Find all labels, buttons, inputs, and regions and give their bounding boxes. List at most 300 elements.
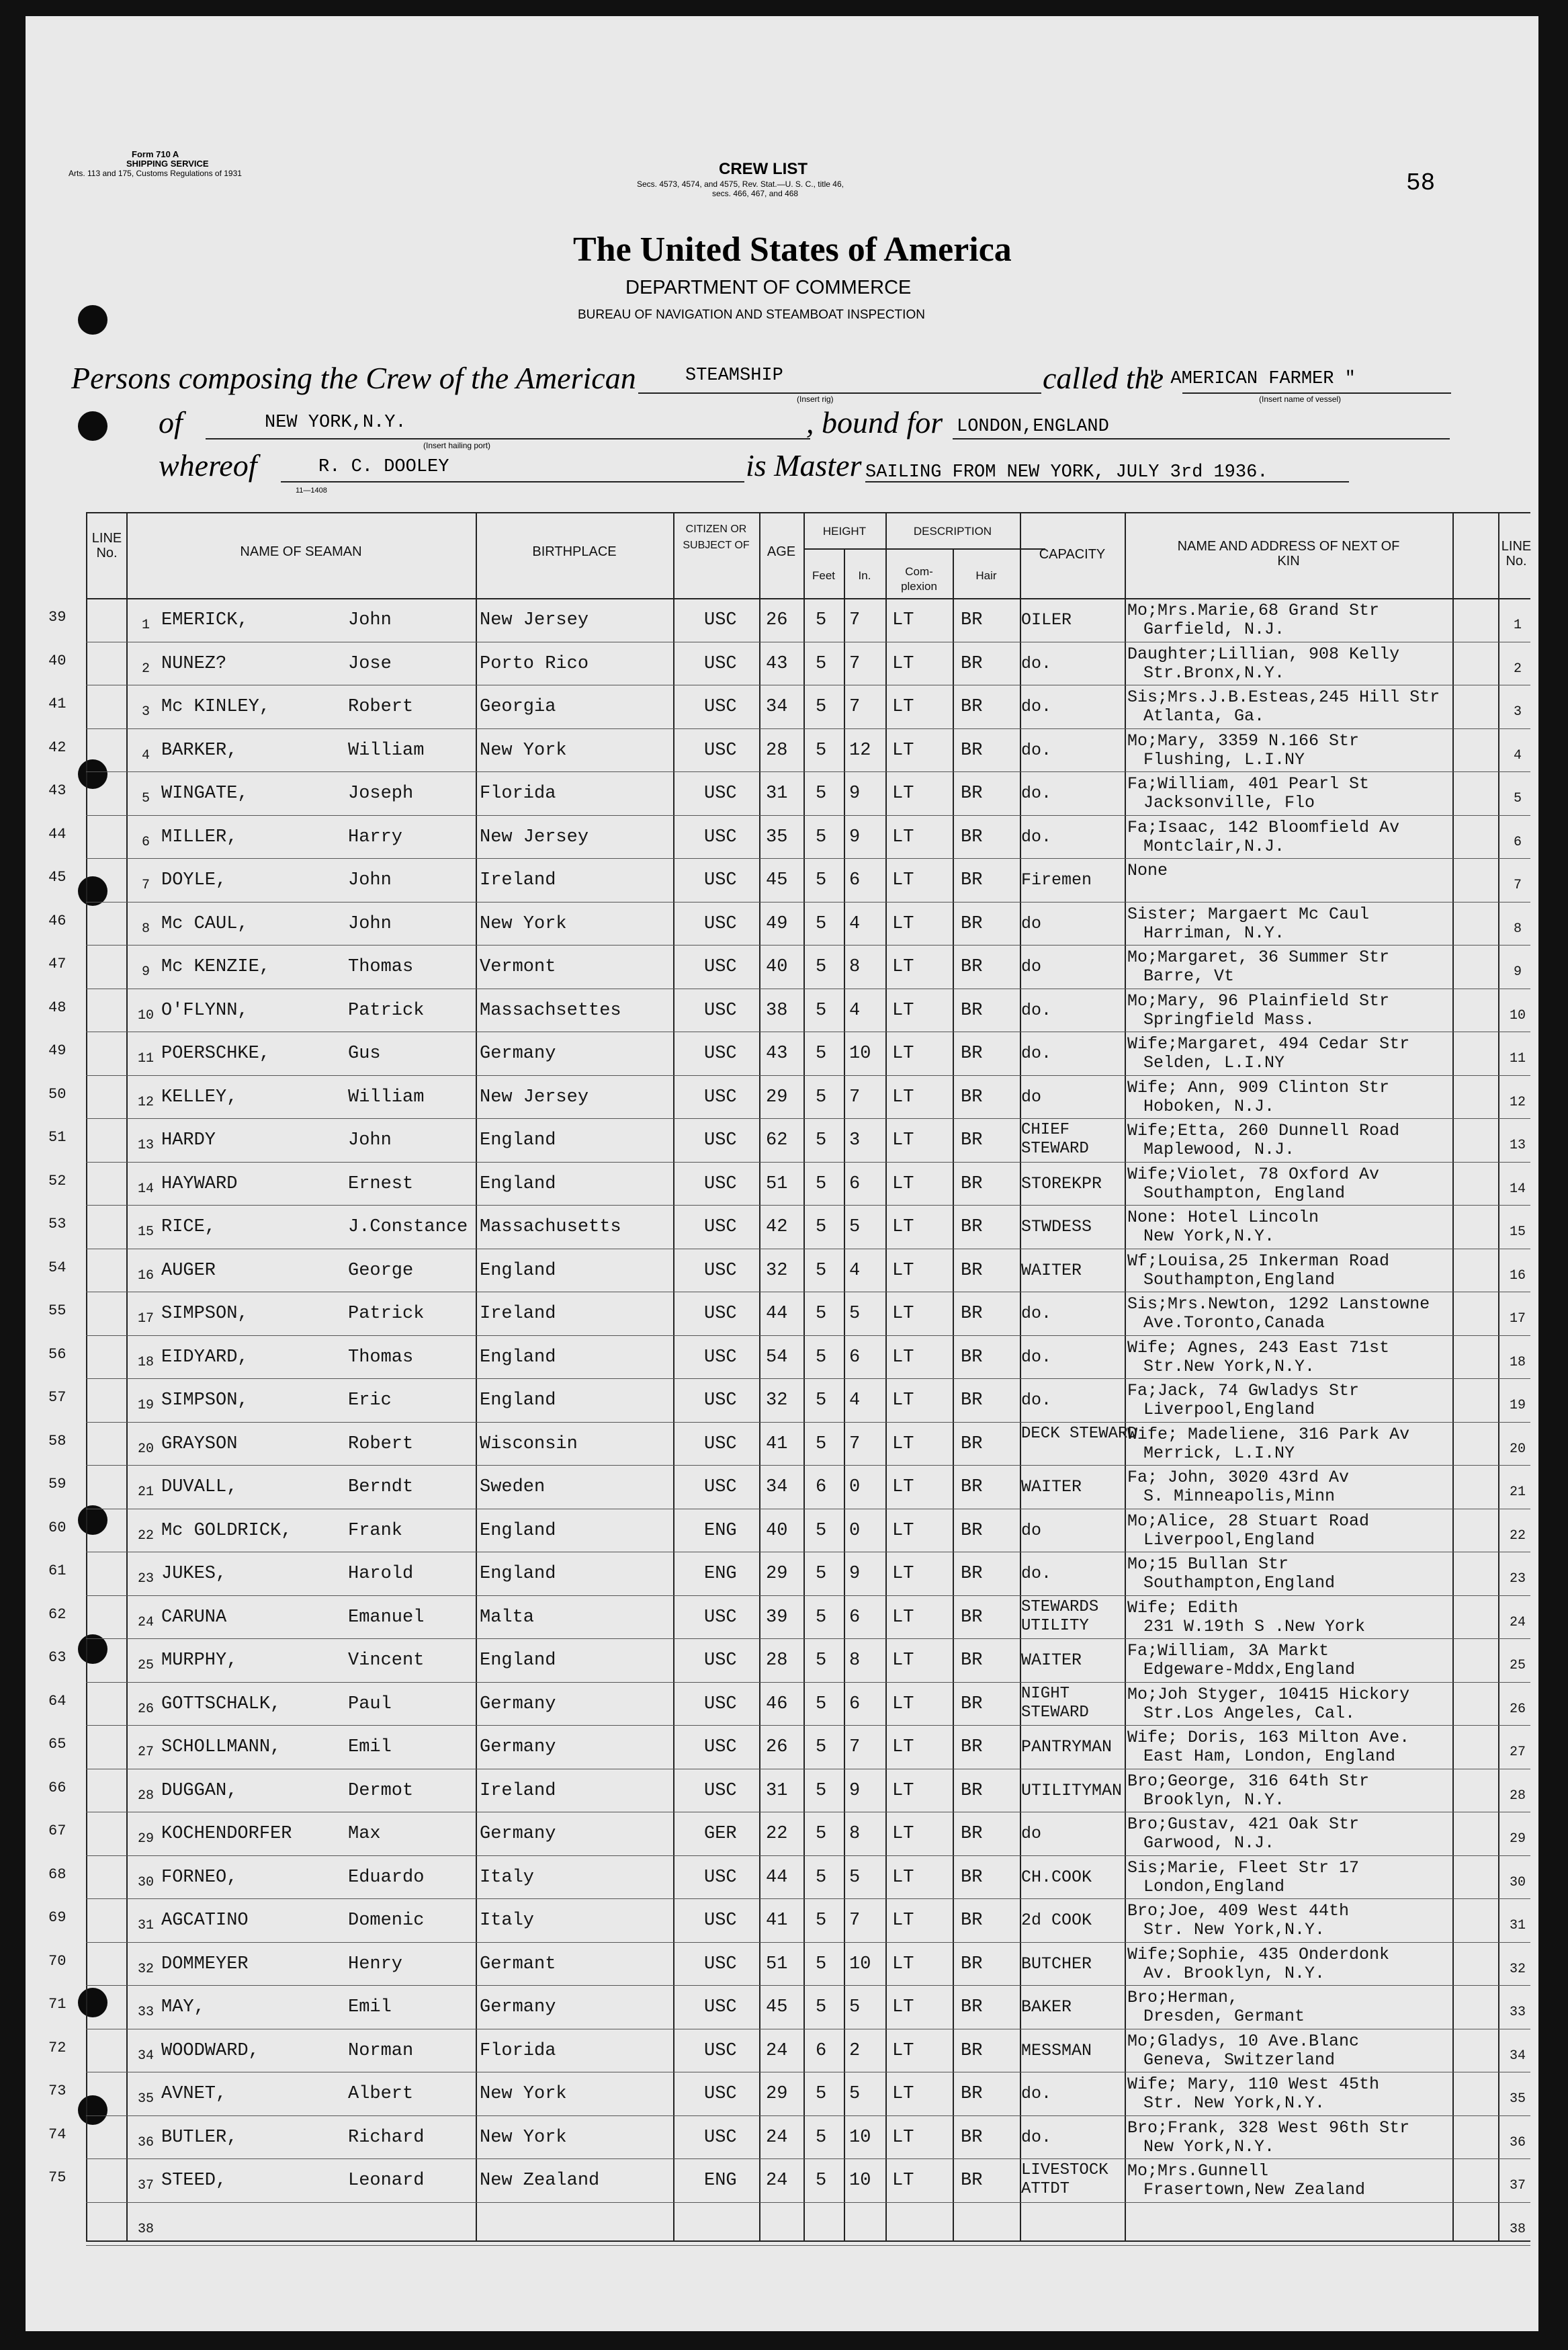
complexion: LT <box>892 1780 914 1801</box>
table-line-no: 38 <box>137 2221 154 2237</box>
next-of-kin-line-2: Southampton, England <box>1143 1183 1346 1203</box>
complexion: LT <box>892 1217 914 1237</box>
height-inches: 7 <box>849 653 861 674</box>
hair: BR <box>961 1911 983 1931</box>
complexion: LT <box>892 2127 914 2148</box>
table-line-no-right: 35 <box>1509 2091 1526 2107</box>
complexion: LT <box>892 697 914 717</box>
hair: BR <box>961 827 983 847</box>
height-inches: 10 <box>849 1044 871 1064</box>
citizenship: USC <box>704 1347 737 1368</box>
master-name: R. C. DOOLEY <box>318 457 449 477</box>
seaman-surname: Mc CAUL, <box>161 913 249 934</box>
height-feet: 5 <box>816 1607 827 1628</box>
seaman-surname: Mc KINLEY, <box>161 697 271 717</box>
next-of-kin-line-2: Southampton,England <box>1143 1573 1336 1593</box>
row-divider <box>86 1162 1530 1163</box>
table-line-no: 6 <box>141 834 150 850</box>
row-divider <box>86 728 1530 729</box>
height-inches: 9 <box>849 827 861 847</box>
form-title: CREW LIST <box>719 160 808 178</box>
table-line-no-right: 38 <box>1509 2221 1526 2237</box>
seaman-surname: CARUNA <box>161 1607 227 1628</box>
called-label: called the <box>1043 361 1164 395</box>
header-next-of-kin: NAME AND ADDRESS OF NEXT OF KIN <box>1177 539 1400 569</box>
table-line-no-right: 8 <box>1513 921 1522 937</box>
row-divider <box>86 2158 1530 2159</box>
complexion: LT <box>892 870 914 890</box>
seaman-given-name: Richard <box>348 2127 425 2148</box>
margin-line-number: 65 <box>48 1736 67 1753</box>
seaman-surname: AUGER <box>161 1260 216 1281</box>
complexion: LT <box>892 1867 914 1888</box>
complexion: LT <box>892 1044 914 1064</box>
hair: BR <box>961 1477 983 1497</box>
seaman-given-name: John <box>348 870 392 890</box>
complexion: LT <box>892 957 914 977</box>
next-of-kin-line-1: Mo;Mrs.Gunnell <box>1127 2161 1269 2181</box>
next-of-kin-line-2: Springfield Mass. <box>1143 1009 1315 1030</box>
capacity: do. <box>1021 1304 1052 1323</box>
capacity: WAITER <box>1021 1477 1082 1497</box>
next-of-kin-line-2: Geneva, Switzerland <box>1143 2050 1336 2070</box>
birthplace: New Jersey <box>480 1087 589 1107</box>
height-inches: 7 <box>849 610 861 630</box>
next-of-kin-line-1: Sis;Mrs.J.B.Esteas,245 Hill Str <box>1127 687 1440 707</box>
next-of-kin-line-2: Frasertown,New Zealand <box>1143 2180 1366 2199</box>
birthplace: England <box>480 1347 556 1368</box>
next-of-kin-line-2: 231 W.19th S .New York <box>1143 1616 1366 1636</box>
citizenship: USC <box>704 2127 737 2148</box>
age: 44 <box>766 1867 788 1888</box>
citizenship: USC <box>704 913 737 934</box>
next-of-kin-line-1: Wife;Violet, 78 Oxford Av <box>1127 1164 1380 1184</box>
seaman-surname: DOYLE, <box>161 870 227 890</box>
birthplace: England <box>480 1173 556 1194</box>
capacity: LIVESTOCK ATTDT <box>1021 2161 1108 2198</box>
hair: BR <box>961 870 983 890</box>
birthplace: Ireland <box>480 870 556 890</box>
next-of-kin-line-1: Sis;Mrs.Newton, 1292 Lanstowne <box>1127 1294 1430 1314</box>
height-feet: 5 <box>816 740 827 761</box>
hair: BR <box>961 1954 983 1974</box>
table-line-no: 30 <box>137 1874 154 1890</box>
complexion: LT <box>892 1000 914 1021</box>
seaman-surname: Mc KENZIE, <box>161 957 271 977</box>
next-of-kin-line-1: Bro;Joe, 409 West 44th <box>1127 1901 1350 1921</box>
height-inches: 10 <box>849 2171 871 2191</box>
capacity: do. <box>1021 653 1052 673</box>
row-divider <box>86 1985 1530 1986</box>
next-of-kin-line-2: Ave.Toronto,Canada <box>1143 1313 1325 1333</box>
table-line-no: 23 <box>137 1571 154 1587</box>
margin-line-number: 59 <box>48 1476 67 1493</box>
citizenship: USC <box>704 957 737 977</box>
capacity: do <box>1021 1087 1042 1107</box>
header-height: HEIGHT <box>822 525 867 538</box>
height-feet: 5 <box>816 1997 827 2017</box>
next-of-kin-line-2: Str. New York,N.Y. <box>1143 2093 1325 2113</box>
birthplace: Malta <box>480 1607 535 1628</box>
table-line-no-right: 32 <box>1509 1961 1526 1977</box>
height-feet: 5 <box>816 1173 827 1194</box>
next-of-kin-line-1: None: Hotel Lincoln <box>1127 1208 1319 1227</box>
next-of-kin-line-2: Garfield, N.J. <box>1143 620 1285 639</box>
height-inches: 7 <box>849 1087 861 1107</box>
birthplace: England <box>480 1260 556 1281</box>
margin-line-number: 39 <box>48 609 67 626</box>
table-line-no-right: 11 <box>1509 1051 1526 1066</box>
seaman-given-name: Frank <box>348 1520 403 1541</box>
margin-line-number: 48 <box>48 999 67 1016</box>
height-feet: 5 <box>816 1520 827 1541</box>
height-feet: 5 <box>816 1433 827 1454</box>
table-line-no: 20 <box>137 1441 154 1457</box>
table-line-no-right: 12 <box>1509 1094 1526 1110</box>
capacity: OILER <box>1021 610 1072 630</box>
citizenship: USC <box>704 1650 737 1671</box>
margin-line-number: 60 <box>48 1519 67 1536</box>
next-of-kin-line-1: Wife;Margaret, 494 Cedar Str <box>1127 1034 1410 1054</box>
seaman-given-name: Dermot <box>348 1780 414 1801</box>
row-divider <box>86 1682 1530 1683</box>
birthplace: Vermont <box>480 957 556 977</box>
table-line-no-right: 5 <box>1513 791 1522 806</box>
margin-line-number: 63 <box>48 1649 67 1666</box>
seaman-surname: FORNEO, <box>161 1867 238 1888</box>
age: 51 <box>766 1173 788 1194</box>
capacity: STWDESS <box>1021 1217 1092 1236</box>
seaman-given-name: J.Constance <box>348 1217 468 1237</box>
next-of-kin-line-1: Mo;15 Bullan Str <box>1127 1554 1289 1574</box>
seaman-surname: NUNEZ? <box>161 653 227 674</box>
hair: BR <box>961 1087 983 1107</box>
hair: BR <box>961 653 983 674</box>
seaman-given-name: Patrick <box>348 1000 425 1021</box>
table-line-no: 35 <box>137 2091 154 2107</box>
seaman-surname: SIMPSON, <box>161 1304 249 1324</box>
hair: BR <box>961 913 983 934</box>
table-line-no: 12 <box>137 1094 154 1110</box>
margin-line-number: 74 <box>48 2126 67 2143</box>
height-inches: 6 <box>849 1347 861 1368</box>
next-of-kin-line-2: Str.Bronx,N.Y. <box>1143 663 1285 683</box>
height-feet: 5 <box>816 1650 827 1671</box>
age: 62 <box>766 1130 788 1150</box>
table-line-no: 11 <box>137 1051 154 1066</box>
margin-line-number: 51 <box>48 1129 67 1146</box>
height-inches: 12 <box>849 740 871 761</box>
age: 26 <box>766 610 788 630</box>
seaman-surname: O'FLYNN, <box>161 1000 249 1021</box>
hair: BR <box>961 1433 983 1454</box>
capacity: Firemen <box>1021 870 1092 890</box>
table-line-no: 5 <box>141 791 150 806</box>
next-of-kin-line-1: Wf;Louisa,25 Inkerman Road <box>1127 1251 1390 1271</box>
table-line-no: 29 <box>137 1831 154 1847</box>
table-line-no-right: 31 <box>1509 1918 1526 1933</box>
height-feet: 5 <box>816 2127 827 2148</box>
next-of-kin-line-2: Flushing, L.I.NY <box>1143 749 1305 769</box>
height-feet: 5 <box>816 697 827 717</box>
table-line-no: 1 <box>141 618 150 633</box>
age: 31 <box>766 1780 788 1801</box>
citizenship: USC <box>704 1000 737 1021</box>
hair: BR <box>961 697 983 717</box>
destination: LONDON,ENGLAND <box>957 417 1109 437</box>
capacity: do <box>1021 957 1042 976</box>
age: 24 <box>766 2040 788 2061</box>
hair: BR <box>961 1737 983 1757</box>
citizenship: ENG <box>704 1520 737 1541</box>
seaman-surname: EMERICK, <box>161 610 249 630</box>
margin-line-number: 43 <box>48 782 67 799</box>
row-divider <box>86 1855 1530 1856</box>
height-inches: 0 <box>849 1477 861 1497</box>
capacity: do. <box>1021 1044 1052 1063</box>
height-feet: 6 <box>816 1477 827 1497</box>
margin-line-number: 68 <box>48 1865 67 1883</box>
table-line-no: 19 <box>137 1398 154 1413</box>
margin-line-number: 72 <box>48 2039 67 2056</box>
next-of-kin-line-2: S. Minneapolis,Minn <box>1143 1486 1336 1506</box>
height-inches: 4 <box>849 1000 861 1021</box>
age: 44 <box>766 1304 788 1324</box>
capacity: do. <box>1021 1564 1052 1583</box>
seaman-given-name: Eduardo <box>348 1867 425 1888</box>
height-inches: 8 <box>849 1824 861 1844</box>
seaman-given-name: Leonard <box>348 2171 425 2191</box>
complexion: LT <box>892 1433 914 1454</box>
row-divider <box>86 1075 1530 1076</box>
capacity: DECK STEWARD <box>1021 1424 1137 1443</box>
sailing-note: SAILING FROM NEW YORK, JULY 3rd 1936. <box>865 462 1268 482</box>
height-feet: 5 <box>816 827 827 847</box>
whereof-label: whereof <box>159 448 257 482</box>
table-line-no-right: 22 <box>1509 1527 1526 1544</box>
table-line-no: 34 <box>137 2048 154 2064</box>
citizenship: USC <box>704 1911 737 1931</box>
birthplace: Germany <box>480 1693 556 1714</box>
birthplace: Germany <box>480 1997 556 2017</box>
seaman-given-name: John <box>348 1130 392 1150</box>
citizenship: USC <box>704 1217 737 1237</box>
age: 49 <box>766 913 788 934</box>
table-line-no-right: 13 <box>1509 1138 1526 1153</box>
capacity: UTILITYMAN <box>1021 1780 1123 1800</box>
next-of-kin-line-2: New York,N.Y. <box>1143 2136 1275 2156</box>
height-feet: 5 <box>816 1130 827 1150</box>
height-inches: 9 <box>849 1780 861 1801</box>
complexion: LT <box>892 1954 914 1974</box>
height-inches: 4 <box>849 1260 861 1281</box>
height-feet: 5 <box>816 913 827 934</box>
seaman-given-name: Albert <box>348 2084 414 2104</box>
hair: BR <box>961 1347 983 1368</box>
table-line-no-right: 15 <box>1509 1224 1526 1240</box>
next-of-kin-line-1: Bro;Herman, <box>1127 1988 1239 2007</box>
seaman-given-name: Thomas <box>348 957 414 977</box>
birthplace: New York <box>480 740 567 761</box>
margin-line-number: 57 <box>48 1389 67 1406</box>
table-line-no: 4 <box>141 747 150 763</box>
rig-value: STEAMSHIP <box>685 366 783 386</box>
hair: BR <box>961 1867 983 1888</box>
margin-line-number: 71 <box>48 1996 67 2013</box>
seaman-surname: Mc GOLDRICK, <box>161 1520 292 1541</box>
complexion: LT <box>892 1693 914 1714</box>
age: 31 <box>766 784 788 804</box>
capacity: BUTCHER <box>1021 1954 1092 1974</box>
seaman-given-name: Domenic <box>348 1911 425 1931</box>
next-of-kin-line-2: Harriman, N.Y. <box>1143 923 1285 943</box>
margin-line-number: 64 <box>48 1692 67 1710</box>
citizenship: USC <box>704 2040 737 2061</box>
birthplace: New York <box>480 2127 567 2148</box>
vessel-hint: (Insert name of vessel) <box>1259 394 1342 404</box>
capacity: WAITER <box>1021 1260 1082 1280</box>
height-inches: 4 <box>849 913 861 934</box>
citizenship: USC <box>704 1044 737 1064</box>
next-of-kin-line-1: Wife; Ann, 909 Clinton Str <box>1127 1077 1390 1097</box>
seaman-surname: GRAYSON <box>161 1433 238 1454</box>
next-of-kin-line-1: Mo;Joh Styger, 10415 Hickory <box>1127 1684 1410 1704</box>
header-inches: In. <box>858 569 871 582</box>
hailing-port: NEW YORK,N.Y. <box>265 413 406 433</box>
height-inches: 8 <box>849 1650 861 1671</box>
capacity: do. <box>1021 1390 1052 1410</box>
height-feet: 5 <box>816 1044 827 1064</box>
margin-line-number: 41 <box>48 696 67 712</box>
next-of-kin-line-2: Jacksonville, Flo <box>1143 793 1315 812</box>
seaman-given-name: George <box>348 1260 414 1281</box>
age: 42 <box>766 1217 788 1237</box>
table-line-no-right: 20 <box>1509 1441 1526 1457</box>
next-of-kin-line-1: Sister; Margaert Mc Caul <box>1127 904 1370 924</box>
complexion: LT <box>892 1304 914 1324</box>
citizenship: USC <box>704 1173 737 1194</box>
citizenship: USC <box>704 870 737 890</box>
margin-line-number: 62 <box>48 1605 67 1623</box>
seaman-given-name: William <box>348 740 425 761</box>
height-inches: 5 <box>849 1997 861 2017</box>
row-divider <box>86 1595 1530 1596</box>
table-line-no: 3 <box>141 704 150 720</box>
capacity: do. <box>1021 697 1052 716</box>
birthplace: England <box>480 1564 556 1584</box>
persons-label: Persons composing the Crew of the American <box>71 361 636 395</box>
height-feet: 5 <box>816 957 827 977</box>
next-of-kin-line-2: Str. New York,N.Y. <box>1143 1920 1325 1939</box>
birthplace: Ireland <box>480 1780 556 1801</box>
citizenship: USC <box>704 1997 737 2017</box>
citizenship: USC <box>704 1693 737 1714</box>
next-of-kin-line-2: Dresden, Germant <box>1143 2007 1305 2026</box>
complexion: LT <box>892 1130 914 1150</box>
citizenship: USC <box>704 1607 737 1628</box>
next-of-kin-line-1: Mo;Margaret, 36 Summer Str <box>1127 948 1390 967</box>
age: 39 <box>766 1607 788 1628</box>
table-line-no-right: 16 <box>1509 1267 1526 1284</box>
hair: BR <box>961 1130 983 1150</box>
seaman-given-name: John <box>348 610 392 630</box>
birthplace: Massachsettes <box>480 1000 621 1021</box>
complexion: LT <box>892 827 914 847</box>
table-line-no-right: 9 <box>1513 964 1522 980</box>
table-line-no: 13 <box>137 1138 154 1153</box>
row-divider <box>86 1378 1530 1379</box>
citizenship: USC <box>704 1780 737 1801</box>
height-inches: 6 <box>849 1173 861 1194</box>
capacity: do. <box>1021 2084 1052 2103</box>
hair: BR <box>961 957 983 977</box>
department-heading: DEPARTMENT OF COMMERCE <box>625 277 912 298</box>
table-line-no: 10 <box>137 1007 154 1023</box>
table-line-no-right: 23 <box>1509 1571 1526 1587</box>
age: 29 <box>766 1564 788 1584</box>
table-line-no-right: 26 <box>1509 1701 1526 1717</box>
capacity: do <box>1021 1520 1042 1540</box>
nation-heading: The United States of America <box>573 230 1012 269</box>
age: 51 <box>766 1954 788 1974</box>
hair: BR <box>961 1390 983 1411</box>
table-line-no: 22 <box>137 1527 154 1544</box>
height-feet: 5 <box>816 1954 827 1974</box>
capacity: do. <box>1021 2127 1052 2147</box>
citizenship: USC <box>704 1477 737 1497</box>
table-line-no-right: 27 <box>1509 1745 1526 1760</box>
seaman-surname: SCHOLLMANN, <box>161 1737 281 1757</box>
bound-label: , bound for <box>806 405 943 439</box>
citizenship: USC <box>704 697 737 717</box>
seaman-given-name: Henry <box>348 1954 403 1974</box>
next-of-kin-line-2: London,England <box>1143 1876 1285 1896</box>
height-feet: 5 <box>816 1000 827 1021</box>
next-of-kin-line-2: Liverpool,England <box>1143 1529 1315 1550</box>
age: 43 <box>766 653 788 674</box>
complexion: LT <box>892 2084 914 2104</box>
complexion: LT <box>892 1607 914 1628</box>
hair: BR <box>961 2040 983 2061</box>
citizenship: USC <box>704 653 737 674</box>
hair: BR <box>961 1693 983 1714</box>
age: 24 <box>766 2171 788 2191</box>
birthplace: Porto Rico <box>480 653 589 674</box>
complexion: LT <box>892 1520 914 1541</box>
birthplace: Massachusetts <box>480 1217 621 1237</box>
seaman-surname: BARKER, <box>161 740 238 761</box>
citizenship: USC <box>704 1954 737 1974</box>
next-of-kin-line-1: Fa;Isaac, 142 Bloomfield Av <box>1127 817 1400 837</box>
table-line-no: 14 <box>137 1181 154 1197</box>
next-of-kin-line-1: Mo;Mary, 96 Plainfield Str <box>1127 991 1390 1011</box>
next-of-kin-line-1: Wife;Sophie, 435 Onderdonk <box>1127 1944 1390 1964</box>
height-feet: 5 <box>816 610 827 630</box>
table-line-no: 16 <box>137 1267 154 1284</box>
complexion: LT <box>892 1477 914 1497</box>
capacity: do <box>1021 913 1042 933</box>
height-feet: 5 <box>816 1217 827 1237</box>
complexion: LT <box>892 610 914 630</box>
table-line-no: 15 <box>137 1224 154 1240</box>
table-line-no: 32 <box>137 1961 154 1977</box>
height-inches: 8 <box>849 957 861 977</box>
age: 46 <box>766 1693 788 1714</box>
birthplace: England <box>480 1390 556 1411</box>
height-inches: 6 <box>849 1607 861 1628</box>
statute-sections: Secs. 4573, 4574, and 4575, Rev. Stat.—U. S. C., title 46, <box>637 179 844 189</box>
row-divider <box>86 2115 1530 2116</box>
